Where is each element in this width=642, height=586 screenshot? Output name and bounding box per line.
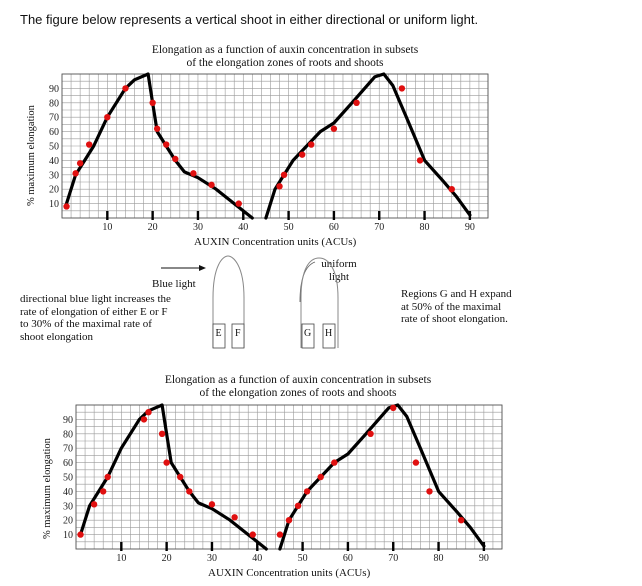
x-tick-label: 70 [374, 222, 385, 233]
x-tick-label: 10 [116, 553, 127, 564]
data-point-marker [231, 514, 237, 520]
y-tick-label: 50 [63, 472, 73, 484]
data-point-marker [105, 474, 111, 480]
segment-f-label: F [235, 328, 241, 339]
y-tick-label: 90 [63, 414, 73, 426]
x-tick-label: 90 [464, 222, 475, 233]
data-point-marker [145, 409, 151, 415]
data-point-marker [277, 531, 283, 537]
x-tick-label: 30 [206, 553, 217, 564]
data-point-marker [209, 501, 215, 507]
page-heading: The figure below represents a vertical shoot in either directional or uniform light. [20, 12, 479, 27]
x-tick-label: 20 [161, 553, 172, 564]
y-tick-label: 40 [63, 486, 73, 498]
y-tick-label: 10 [63, 530, 73, 542]
y-tick-label: 20 [49, 184, 59, 196]
directional-text-line: shoot elongation [20, 330, 94, 343]
bottom-chart-y-axis-label: % maximum elongation [42, 438, 53, 539]
top-chart-title-line2: of the elongation zones of roots and shoots [186, 57, 384, 69]
data-point-marker [91, 501, 97, 507]
x-tick-label: 40 [238, 222, 249, 233]
data-point-marker [100, 488, 106, 494]
bottom-chart-title-line1: Elongation as a function of auxin concentration in subsets [164, 374, 432, 386]
y-tick-label: 60 [63, 458, 73, 470]
data-point-marker [295, 503, 301, 509]
y-tick-label: 30 [49, 170, 59, 182]
bottom-chart-x-axis-label: AUXIN Concentration units (ACUs) [208, 567, 371, 579]
data-point-marker [367, 431, 373, 437]
regions-text-line: at 50% of the maximal [401, 300, 502, 313]
regions-text-line: Regions G and H expand [401, 288, 512, 300]
data-point-marker [141, 416, 147, 422]
x-tick-label: 20 [147, 222, 158, 233]
directional-text-line: to 30% of the maximal rate of [20, 318, 152, 330]
data-point-marker [331, 459, 337, 465]
segment-e-label: E [215, 328, 222, 339]
data-point-marker [159, 431, 165, 437]
x-tick-label: 80 [433, 553, 444, 564]
blue-light-label: Blue light [152, 278, 196, 290]
uniform-label-line: light [328, 270, 350, 283]
y-tick-label: 40 [49, 155, 59, 167]
y-tick-label: 70 [63, 443, 73, 455]
top-chart-title-line1: Elongation as a function of auxin concentration in subsets [151, 44, 419, 56]
data-point-marker [77, 531, 83, 537]
y-tick-label: 70 [49, 112, 59, 124]
x-tick-label: 40 [252, 553, 263, 564]
segment-h-label: H [325, 328, 333, 339]
x-tick-label: 60 [342, 553, 353, 564]
top-chart-y-axis-label: % maximum elongation [26, 105, 37, 206]
x-tick-label: 60 [328, 222, 339, 233]
y-tick-label: 80 [49, 98, 59, 110]
x-tick-label: 90 [478, 553, 489, 564]
segment-g-label: G [304, 328, 312, 339]
x-tick-label: 70 [388, 553, 399, 564]
y-tick-label: 10 [49, 199, 59, 211]
data-point-marker [177, 474, 183, 480]
x-tick-label: 50 [283, 222, 294, 233]
data-point-marker [286, 517, 292, 523]
data-point-marker [163, 459, 169, 465]
regions-text-line: rate of shoot elongation. [401, 313, 508, 325]
data-point-marker [304, 488, 310, 494]
x-tick-label: 80 [419, 222, 430, 233]
data-point-marker [186, 488, 192, 494]
data-point-marker [413, 459, 419, 465]
x-tick-label: 50 [297, 553, 308, 564]
data-point-marker [390, 405, 396, 411]
directional-text-line: directional blue light increases the [20, 293, 171, 305]
top-chart-x-axis-label: AUXIN Concentration units (ACUs) [194, 236, 357, 248]
chart-grid [76, 405, 502, 549]
data-point-marker [426, 488, 432, 494]
data-point-marker [458, 517, 464, 523]
directional-text-line: rate of elongation of either E or F [20, 305, 168, 318]
x-tick-label: 10 [102, 222, 113, 233]
y-tick-label: 50 [49, 141, 59, 153]
y-tick-label: 80 [63, 429, 73, 441]
y-tick-label: 60 [49, 127, 59, 139]
data-point-marker [250, 531, 256, 537]
y-tick-label: 90 [49, 83, 59, 95]
bottom-chart-title-line2: of the elongation zones of roots and shoots [199, 387, 397, 399]
x-tick-label: 30 [192, 222, 203, 233]
y-tick-label: 20 [63, 515, 73, 527]
uniform-label-line: uniform [321, 258, 357, 270]
data-point-marker [318, 474, 324, 480]
y-tick-label: 30 [63, 501, 73, 513]
